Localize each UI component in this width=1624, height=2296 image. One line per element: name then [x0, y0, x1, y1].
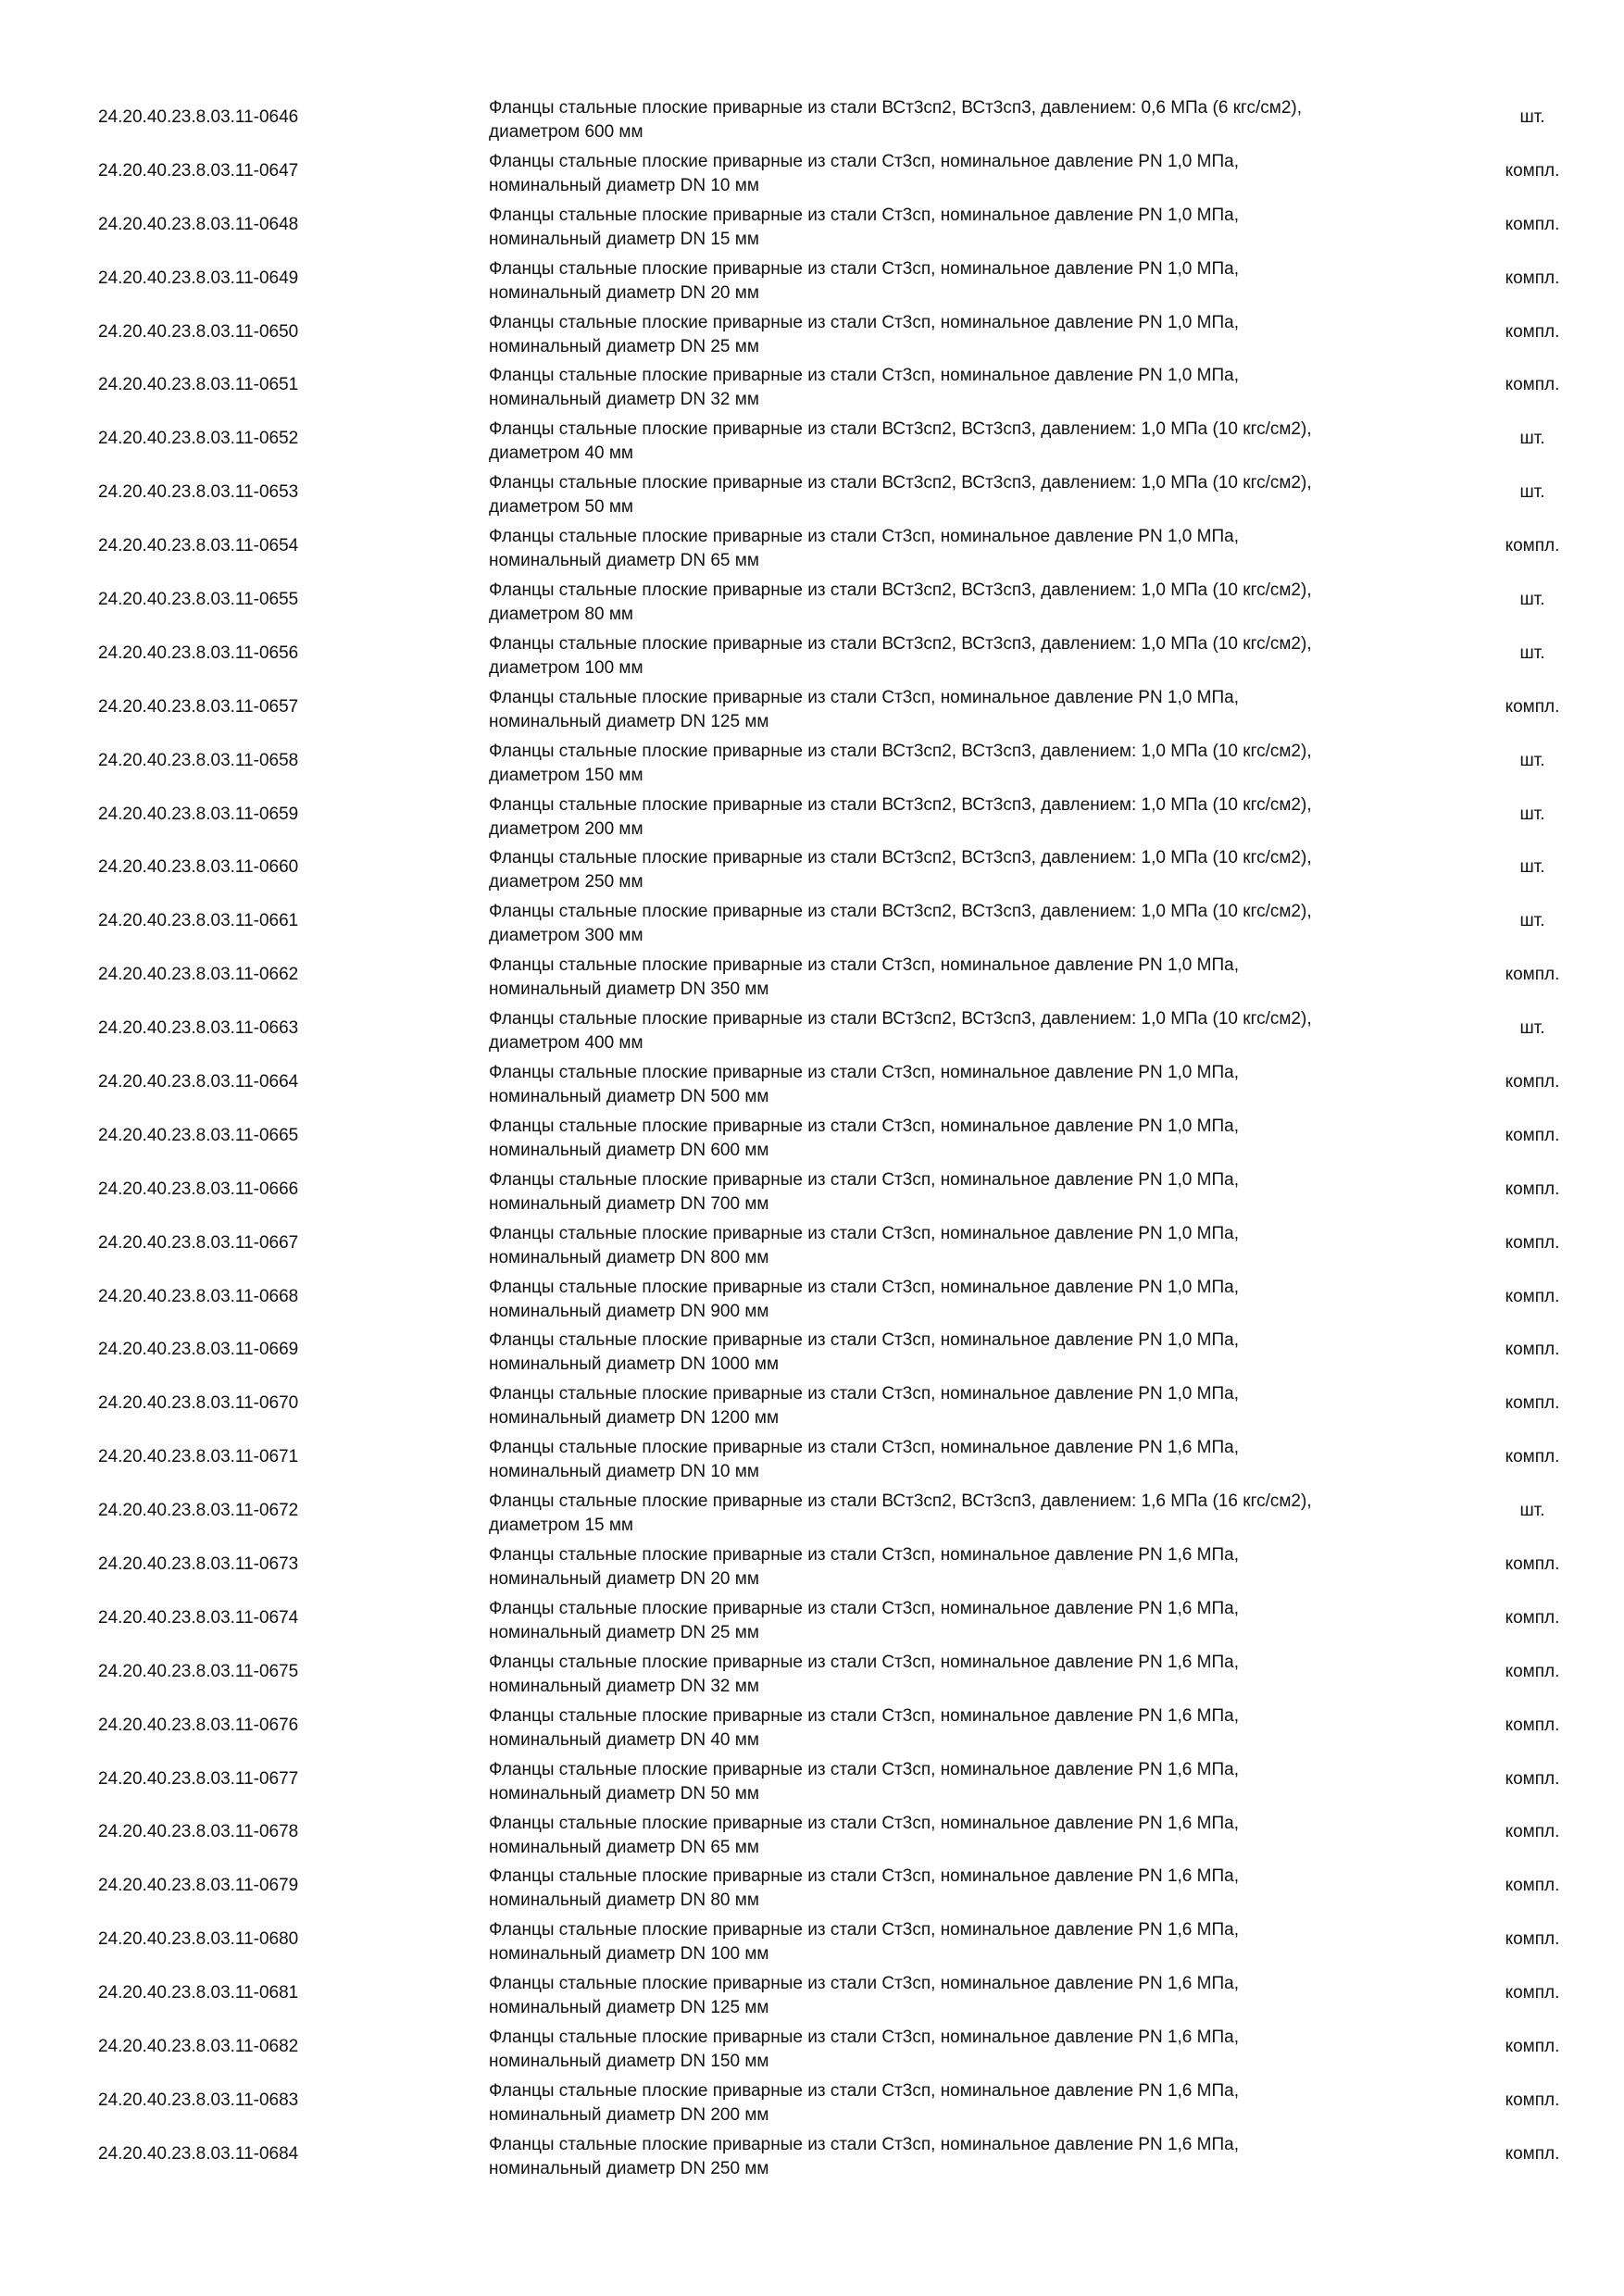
description-line-2: номинальный диаметр DN 125 мм — [489, 1998, 769, 2018]
table-row — [0, 252, 1624, 306]
description-line-1: Фланцы стальные плоские приварные из стали Ст3сп, номинальное давление PN 1,6 МПа, — [489, 1652, 1239, 1672]
resource-description — [489, 632, 1433, 680]
resource-description — [489, 1168, 1433, 1217]
description-line-1: Фланцы стальные плоские приварные из стали ВСт3сп2, ВСт3сп3, давлением: 0,6 МПа (6 кгс/см2), — [489, 98, 1303, 118]
description-line-2: номинальный диаметр DN 40 мм — [489, 1729, 759, 1750]
description-line-2: номинальный диаметр DN 10 мм — [489, 1462, 759, 1482]
resource-description — [489, 96, 1433, 144]
unit-of-measure: шт. — [1519, 911, 1545, 931]
description-line-1: Фланцы стальные плоские приварные из стали Ст3сп, номинальное давление PN 1,0 МПа, — [489, 205, 1239, 225]
description-line-1: Фланцы стальные плоские приварные из стали ВСт3сп2, ВСт3сп3, давлением: 1,0 МПа (10 кгс/см2), — [489, 473, 1312, 493]
resource-description — [489, 1222, 1433, 1270]
resource-description — [489, 1115, 1433, 1163]
table-row — [0, 2020, 1624, 2074]
unit-of-measure: компл. — [1505, 1876, 1560, 1896]
table-row — [0, 1163, 1624, 1217]
resource-code: 24.20.40.23.8.03.11-0672 — [98, 1501, 299, 1521]
description-line-1: Фланцы стальные плоские приварные из стали Ст3сп, номинальное давление PN 1,6 МПа, — [489, 1974, 1239, 1994]
resource-code: 24.20.40.23.8.03.11-0664 — [98, 1071, 299, 1092]
description-line-1: Фланцы стальные плоские приварные из стали Ст3сп, номинальное давление PN 1,0 МПа, — [489, 1223, 1239, 1243]
unit-of-measure: компл. — [1505, 160, 1560, 181]
table-row — [0, 1377, 1624, 1430]
unit-of-measure: компл. — [1505, 1179, 1560, 1199]
resource-description — [489, 740, 1433, 788]
resource-code: 24.20.40.23.8.03.11-0682 — [98, 2037, 299, 2056]
description-line-1: Фланцы стальные плоские приварные из стали Ст3сп, номинальное давление PN 1,0 МПа, — [489, 366, 1239, 386]
unit-of-measure: компл. — [1505, 1929, 1560, 1950]
description-line-2: номинальный диаметр DN 25 мм — [489, 336, 759, 356]
description-line-1: Фланцы стальные плоские приварные из стали Ст3сп, номинальное давление PN 1,6 МПа, — [489, 1920, 1239, 1940]
table-row — [0, 1002, 1624, 1055]
table-row — [0, 466, 1624, 519]
unit-of-measure: шт. — [1519, 589, 1545, 609]
table-row — [0, 1591, 1624, 1645]
table-row — [0, 573, 1624, 627]
unit-of-measure: компл. — [1505, 965, 1560, 985]
unit-of-measure: шт. — [1519, 1018, 1545, 1039]
description-line-1: Фланцы стальные плоские приварные из стали Ст3сп, номинальное давление PN 1,0 МПа, — [489, 1116, 1239, 1136]
resource-code: 24.20.40.23.8.03.11-0681 — [98, 1983, 299, 2003]
resource-table — [0, 91, 1624, 2181]
resource-code: 24.20.40.23.8.03.11-0660 — [98, 857, 299, 878]
unit-of-measure: компл. — [1505, 1286, 1560, 1306]
description-line-1: Фланцы стальные плоские приварные из стали Ст3сп, номинальное давление PN 1,0 МПа, — [489, 1384, 1239, 1404]
unit-of-measure: компл. — [1505, 1393, 1560, 1414]
description-line-2: диаметром 150 мм — [489, 765, 643, 785]
table-row — [0, 198, 1624, 252]
resource-description — [489, 900, 1433, 948]
unit-of-measure: компл. — [1505, 1340, 1560, 1360]
resource-code: 24.20.40.23.8.03.11-0646 — [98, 106, 299, 127]
resource-code: 24.20.40.23.8.03.11-0668 — [98, 1286, 299, 1306]
unit-of-measure: шт. — [1519, 804, 1545, 824]
resource-description — [489, 525, 1433, 573]
resource-description — [489, 1865, 1433, 1913]
description-line-2: номинальный диаметр DN 800 мм — [489, 1247, 769, 1267]
resource-code: 24.20.40.23.8.03.11-0651 — [98, 375, 299, 395]
resource-description — [489, 1382, 1433, 1430]
description-line-1: Фланцы стальные плоские приварные из стали Ст3сп, номинальное давление PN 1,6 МПа, — [489, 1438, 1239, 1458]
resource-description — [489, 846, 1433, 894]
description-line-2: номинальный диаметр DN 500 мм — [489, 1087, 769, 1107]
resource-code: 24.20.40.23.8.03.11-0670 — [98, 1393, 299, 1414]
resource-description — [489, 1543, 1433, 1591]
resource-code: 24.20.40.23.8.03.11-0671 — [98, 1447, 299, 1467]
description-line-2: номинальный диаметр DN 65 мм — [489, 1837, 759, 1857]
unit-of-measure: шт. — [1519, 1501, 1545, 1521]
table-row — [0, 1966, 1624, 2020]
unit-of-measure: компл. — [1505, 1447, 1560, 1467]
description-line-1: Фланцы стальные плоские приварные из стали Ст3сп, номинальное давление PN 1,0 МПа, — [489, 1330, 1239, 1351]
description-line-1: Фланцы стальные плоские приварные из стали Ст3сп, номинальное давление PN 1,0 МПа, — [489, 1063, 1239, 1083]
table-row — [0, 1217, 1624, 1270]
description-line-2: номинальный диаметр DN 32 мм — [489, 390, 759, 410]
resource-code: 24.20.40.23.8.03.11-0656 — [98, 643, 299, 663]
description-line-2: диаметром 50 мм — [489, 497, 633, 518]
resource-description — [489, 1812, 1433, 1860]
resource-description — [489, 1704, 1433, 1753]
resource-code: 24.20.40.23.8.03.11-0659 — [98, 804, 299, 824]
table-row — [0, 306, 1624, 359]
table-row — [0, 1699, 1624, 1753]
resource-code: 24.20.40.23.8.03.11-0655 — [98, 589, 299, 609]
description-line-1: Фланцы стальные плоские приварные из стали Ст3сп, номинальное давление PN 1,0 МПа, — [489, 1277, 1239, 1297]
resource-code: 24.20.40.23.8.03.11-0677 — [98, 1768, 299, 1789]
description-line-2: номинальный диаметр DN 700 мм — [489, 1193, 769, 1214]
table-row — [0, 1430, 1624, 1484]
resource-code: 24.20.40.23.8.03.11-0662 — [98, 965, 299, 985]
description-line-1: Фланцы стальные плоские приварные из стали ВСт3сп2, ВСт3сп3, давлением: 1,0 МПа (10 кгс/см2), — [489, 741, 1312, 761]
unit-of-measure: компл. — [1505, 2090, 1560, 2110]
table-row — [0, 1538, 1624, 1591]
unit-of-measure: компл. — [1505, 1554, 1560, 1574]
description-line-2: диаметром 300 мм — [489, 926, 643, 946]
description-line-2: номинальный диаметр DN 150 мм — [489, 2052, 769, 2072]
description-line-2: номинальный диаметр DN 350 мм — [489, 980, 769, 1000]
description-line-1: Фланцы стальные плоские приварные из стали ВСт3сп2, ВСт3сп3, давлением: 1,0 МПа (10 кгс/см2), — [489, 1009, 1312, 1029]
resource-description — [489, 1061, 1433, 1109]
resource-description — [489, 2026, 1433, 2074]
description-line-1: Фланцы стальные плоские приварные из стали Ст3сп, номинальное давление PN 1,0 МПа, — [489, 687, 1239, 707]
unit-of-measure: компл. — [1505, 321, 1560, 342]
description-line-1: Фланцы стальные плоские приварные из стали Ст3сп, номинальное давление PN 1,0 МПа, — [489, 1169, 1239, 1190]
unit-of-measure: компл. — [1505, 375, 1560, 395]
resource-description — [489, 418, 1433, 466]
resource-code: 24.20.40.23.8.03.11-0679 — [98, 1876, 299, 1896]
description-line-1: Фланцы стальные плоские приварные из стали Ст3сп, номинальное давление PN 1,0 МПа, — [489, 312, 1239, 332]
resource-description — [489, 1597, 1433, 1645]
table-row — [0, 680, 1624, 734]
description-line-2: номинальный диаметр DN 200 мм — [489, 2104, 769, 2125]
resource-code: 24.20.40.23.8.03.11-0684 — [98, 2143, 299, 2164]
description-line-2: диаметром 15 мм — [489, 1516, 633, 1536]
table-row — [0, 841, 1624, 894]
unit-of-measure: компл. — [1505, 1768, 1560, 1789]
resource-description — [489, 793, 1433, 842]
unit-of-measure: компл. — [1505, 1607, 1560, 1628]
resource-description — [489, 471, 1433, 519]
description-line-2: диаметром 40 мм — [489, 443, 633, 464]
unit-of-measure: компл. — [1505, 536, 1560, 556]
description-line-2: номинальный диаметр DN 15 мм — [489, 229, 759, 249]
description-line-1: Фланцы стальные плоские приварные из стали Ст3сп, номинальное давление PN 1,6 МПа, — [489, 1705, 1239, 1726]
description-line-2: диаметром 200 мм — [489, 818, 643, 839]
description-line-2: номинальный диаметр DN 1000 мм — [489, 1354, 780, 1375]
unit-of-measure: компл. — [1505, 214, 1560, 234]
description-line-2: номинальный диаметр DN 20 мм — [489, 1569, 759, 1590]
description-line-2: номинальный диаметр DN 125 мм — [489, 711, 769, 731]
resource-description — [489, 150, 1433, 198]
unit-of-measure: компл. — [1505, 268, 1560, 288]
table-row — [0, 1806, 1624, 1860]
description-line-2: номинальный диаметр DN 50 мм — [489, 1783, 759, 1803]
resource-description — [489, 1329, 1433, 1377]
resource-code: 24.20.40.23.8.03.11-0680 — [98, 1929, 299, 1950]
table-row — [0, 948, 1624, 1002]
resource-description — [489, 2133, 1433, 2181]
description-line-1: Фланцы стальные плоские приварные из стали ВСт3сп2, ВСт3сп3, давлением: 1,0 МПа (10 кгс/см2), — [489, 794, 1312, 815]
resource-code: 24.20.40.23.8.03.11-0647 — [98, 160, 299, 181]
resource-description — [489, 364, 1433, 412]
description-line-2: номинальный диаметр DN 250 мм — [489, 2158, 769, 2178]
resource-code: 24.20.40.23.8.03.11-0649 — [98, 268, 299, 288]
description-line-2: номинальный диаметр DN 600 мм — [489, 1140, 769, 1160]
table-row — [0, 1484, 1624, 1538]
table-row — [0, 1859, 1624, 1913]
description-line-2: номинальный диаметр DN 1200 мм — [489, 1408, 780, 1429]
resource-description — [489, 1436, 1433, 1484]
resource-description — [489, 1758, 1433, 1806]
description-line-2: диаметром 100 мм — [489, 657, 643, 678]
unit-of-measure: шт. — [1519, 643, 1545, 663]
resource-code: 24.20.40.23.8.03.11-0653 — [98, 482, 299, 503]
table-row — [0, 1913, 1624, 1966]
description-line-1: Фланцы стальные плоские приварные из стали ВСт3сп2, ВСт3сп3, давлением: 1,0 МПа (10 кгс/см2), — [489, 419, 1312, 440]
table-row — [0, 2128, 1624, 2181]
unit-of-measure: компл. — [1505, 1071, 1560, 1092]
unit-of-measure: шт. — [1519, 429, 1545, 449]
resource-description — [489, 579, 1433, 627]
resource-code: 24.20.40.23.8.03.11-0676 — [98, 1715, 299, 1735]
description-line-2: номинальный диаметр DN 32 мм — [489, 1676, 759, 1696]
resource-code: 24.20.40.23.8.03.11-0674 — [98, 1607, 299, 1628]
description-line-1: Фланцы стальные плоские приварные из стали Ст3сп, номинальное давление PN 1,6 МПа, — [489, 2080, 1239, 2101]
description-line-2: диаметром 400 мм — [489, 1033, 643, 1054]
table-row — [0, 412, 1624, 466]
resource-code: 24.20.40.23.8.03.11-0657 — [98, 696, 299, 717]
table-row — [0, 1109, 1624, 1163]
table-row — [0, 788, 1624, 842]
unit-of-measure: компл. — [1505, 696, 1560, 717]
table-row — [0, 1323, 1624, 1377]
description-line-1: Фланцы стальные плоские приварные из стали Ст3сп, номинальное давление PN 1,6 МПа, — [489, 2028, 1239, 2048]
resource-code: 24.20.40.23.8.03.11-0667 — [98, 1232, 299, 1253]
description-line-1: Фланцы стальные плоские приварные из стали Ст3сп, номинальное давление PN 1,6 МПа, — [489, 1598, 1239, 1618]
description-line-1: Фланцы стальные плоские приварные из стали Ст3сп, номинальное давление PN 1,6 МПа, — [489, 1759, 1239, 1779]
resource-code: 24.20.40.23.8.03.11-0658 — [98, 750, 299, 770]
resource-code: 24.20.40.23.8.03.11-0678 — [98, 1822, 299, 1842]
table-row — [0, 1753, 1624, 1806]
description-line-2: диаметром 80 мм — [489, 605, 633, 625]
resource-description — [489, 1490, 1433, 1538]
resource-description — [489, 1918, 1433, 1966]
resource-code: 24.20.40.23.8.03.11-0663 — [98, 1018, 299, 1039]
table-row — [0, 144, 1624, 198]
unit-of-measure: компл. — [1505, 1232, 1560, 1253]
description-line-2: номинальный диаметр DN 20 мм — [489, 282, 759, 303]
unit-of-measure: шт. — [1519, 482, 1545, 503]
table-row — [0, 734, 1624, 788]
description-line-2: номинальный диаметр DN 900 мм — [489, 1301, 769, 1321]
resource-code: 24.20.40.23.8.03.11-0669 — [98, 1340, 299, 1360]
resource-code: 24.20.40.23.8.03.11-0650 — [98, 321, 299, 342]
description-line-2: номинальный диаметр DN 25 мм — [489, 1622, 759, 1642]
unit-of-measure: компл. — [1505, 1715, 1560, 1735]
resource-description — [489, 1651, 1433, 1699]
description-line-1: Фланцы стальные плоские приварные из стали ВСт3сп2, ВСт3сп3, давлением: 1,0 МПа (10 кгс/см2), — [489, 902, 1312, 922]
unit-of-measure: компл. — [1505, 1822, 1560, 1842]
table-row — [0, 1645, 1624, 1699]
resource-code: 24.20.40.23.8.03.11-0666 — [98, 1179, 299, 1199]
description-line-2: диаметром 250 мм — [489, 872, 643, 892]
resource-description — [489, 257, 1433, 306]
unit-of-measure: компл. — [1505, 1983, 1560, 2003]
resource-description — [489, 1007, 1433, 1055]
resource-description — [489, 1972, 1433, 2020]
resource-description — [489, 2079, 1433, 2128]
unit-of-measure: компл. — [1505, 1125, 1560, 1145]
resource-code: 24.20.40.23.8.03.11-0675 — [98, 1661, 299, 1681]
table-row — [0, 1270, 1624, 1324]
unit-of-measure: шт. — [1519, 857, 1545, 878]
description-line-2: номинальный диаметр DN 80 мм — [489, 1890, 759, 1911]
description-line-1: Фланцы стальные плоские приварные из стали Ст3сп, номинальное давление PN 1,0 МПа, — [489, 527, 1239, 547]
description-line-2: номинальный диаметр DN 100 мм — [489, 1944, 769, 1965]
description-line-1: Фланцы стальные плоские приварные из стали Ст3сп, номинальное давление PN 1,6 МПа, — [489, 1813, 1239, 1833]
resource-description — [489, 1276, 1433, 1324]
description-line-2: диаметром 600 мм — [489, 122, 643, 142]
description-line-2: номинальный диаметр DN 65 мм — [489, 551, 759, 571]
table-row — [0, 358, 1624, 412]
resource-code: 24.20.40.23.8.03.11-0652 — [98, 429, 299, 449]
table-row — [0, 894, 1624, 948]
table-row — [0, 91, 1624, 144]
resource-description — [489, 311, 1433, 359]
resource-code: 24.20.40.23.8.03.11-0683 — [98, 2090, 299, 2110]
unit-of-measure: компл. — [1505, 1661, 1560, 1681]
resource-description — [489, 204, 1433, 252]
description-line-1: Фланцы стальные плоские приварные из стали Ст3сп, номинальное давление PN 1,6 МПа, — [489, 2134, 1239, 2154]
description-line-1: Фланцы стальные плоские приварные из стали ВСт3сп2, ВСт3сп3, давлением: 1,0 МПа (10 кгс/см2), — [489, 633, 1312, 654]
description-line-1: Фланцы стальные плоские приварные из стали Ст3сп, номинальное давление PN 1,6 МПа, — [489, 1545, 1239, 1566]
description-line-1: Фланцы стальные плоские приварные из стали Ст3сп, номинальное давление PN 1,6 МПа, — [489, 1866, 1239, 1887]
description-line-1: Фланцы стальные плоские приварные из стали Ст3сп, номинальное давление PN 1,0 МПа, — [489, 955, 1239, 976]
resource-code: 24.20.40.23.8.03.11-0661 — [98, 911, 299, 931]
description-line-1: Фланцы стальные плоские приварные из стали ВСт3сп2, ВСт3сп3, давлением: 1,0 МПа (10 кгс/см2), — [489, 580, 1312, 601]
description-line-1: Фланцы стальные плоские приварные из стали Ст3сп, номинальное давление PN 1,0 МПа, — [489, 151, 1239, 171]
table-row — [0, 1055, 1624, 1109]
table-row — [0, 519, 1624, 573]
description-line-1: Фланцы стальные плоские приварные из стали ВСт3сп2, ВСт3сп3, давлением: 1,6 МПа (16 кгс/см2), — [489, 1491, 1312, 1512]
resource-code: 24.20.40.23.8.03.11-0673 — [98, 1554, 299, 1574]
unit-of-measure: шт. — [1519, 750, 1545, 770]
table-row — [0, 627, 1624, 680]
description-line-2: номинальный диаметр DN 10 мм — [489, 175, 759, 195]
description-line-1: Фланцы стальные плоские приварные из стали Ст3сп, номинальное давление PN 1,0 МПа, — [489, 258, 1239, 279]
resource-description — [489, 686, 1433, 734]
unit-of-measure: шт. — [1519, 106, 1545, 127]
resource-code: 24.20.40.23.8.03.11-0654 — [98, 536, 299, 556]
unit-of-measure: компл. — [1505, 2143, 1560, 2164]
description-line-1: Фланцы стальные плоские приварные из стали ВСт3сп2, ВСт3сп3, давлением: 1,0 МПа (10 кгс/см2), — [489, 848, 1312, 868]
table-row — [0, 2074, 1624, 2128]
unit-of-measure: компл. — [1505, 2037, 1560, 2056]
resource-description — [489, 954, 1433, 1002]
resource-code: 24.20.40.23.8.03.11-0648 — [98, 214, 299, 234]
resource-code: 24.20.40.23.8.03.11-0665 — [98, 1125, 299, 1145]
